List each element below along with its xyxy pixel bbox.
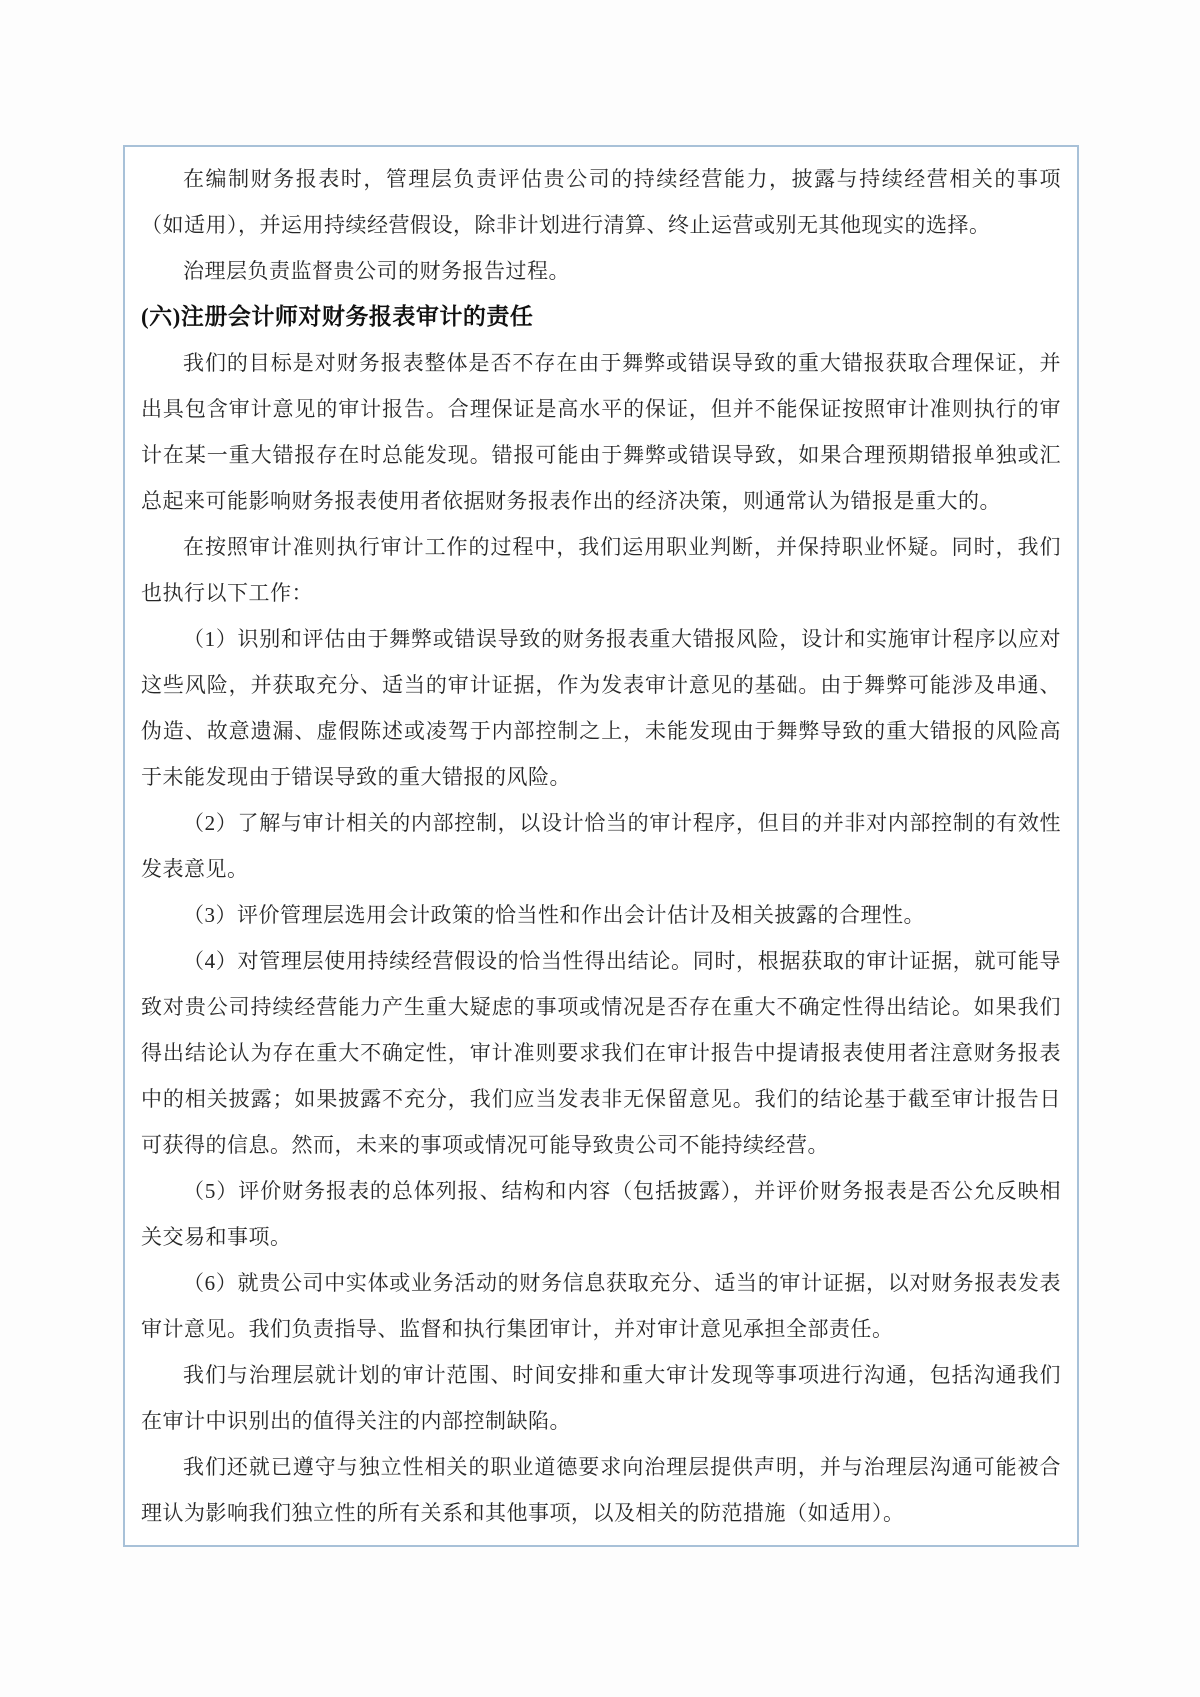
section-heading-auditor-responsibility: (六)注册会计师对财务报表审计的责任 xyxy=(141,304,534,329)
paragraph-communication-scope: 我们与治理层就计划的审计范围、时间安排和重大审计发现等事项进行沟通，包括沟通我们在审计中识别出的值得关注的内部控制缺陷。 xyxy=(141,1363,1061,1433)
paragraph-independence-statement: 我们还就已遵守与独立性相关的职业道德要求向治理层提供声明，并与治理层沟通可能被合理认为影响我们独立性的所有关系和其他事项，以及相关的防范措施（如适用）。 xyxy=(141,1455,1061,1525)
paragraph-item-1-risk-assessment: （1）识别和评估由于舞弊或错误导致的财务报表重大错报风险，设计和实施审计程序以应对这些风险，并获取充分、适当的审计证据，作为发表审计意见的基础。由于舞弊可能涉及串通、伪造、故意遗漏、虚假陈述或凌驾于内部控制之上，未能发现由于舞弊导致的重大错报的风险高于未能发现由于错误导致的重大错报的风险。 xyxy=(141,627,1061,789)
paragraph-governance-oversight: 治理层负责监督贵公司的财务报告过程。 xyxy=(183,259,570,283)
paragraph-item-3-accounting-policy: （3）评价管理层选用会计政策的恰当性和作出会计估计及相关披露的合理性。 xyxy=(183,903,925,927)
paragraph-item-2-internal-control: （2）了解与审计相关的内部控制，以设计恰当的审计程序，但目的并非对内部控制的有效性发表意见。 xyxy=(141,811,1061,881)
audit-report-text-box xyxy=(123,145,1079,1547)
paragraph-audit-objective: 我们的目标是对财务报表整体是否不存在由于舞弊或错误导致的重大错报获取合理保证，并出具包含审计意见的审计报告。合理保证是高水平的保证，但并不能保证按照审计准则执行的审计在某一重大错报存在时总能发现。错报可能由于舞弊或错误导致，如果合理预期错报单独或汇总起来可能影响财务报表使用者依据财务报表作出的经济决策，则通常认为错报是重大的。 xyxy=(141,351,1061,513)
paragraph-professional-judgment: 在按照审计准则执行审计工作的过程中，我们运用职业判断，并保持职业怀疑。同时，我们也执行以下工作： xyxy=(141,535,1061,605)
paragraph-item-4-going-concern: （4）对管理层使用持续经营假设的恰当性得出结论。同时，根据获取的审计证据，就可能导致对贵公司持续经营能力产生重大疑虑的事项或情况是否存在重大不确定性得出结论。如果我们得出结论认为存在重大不确定性，审计准则要求我们在审计报告中提请报表使用者注意财务报表中的相关披露；如果披露不充分，我们应当发表非无保留意见。我们的结论基于截至审计报告日可获得的信息。然而，未来的事项或情况可能导致贵公司不能持续经营。 xyxy=(141,949,1061,1157)
paragraph-item-5-presentation: （5）评价财务报表的总体列报、结构和内容（包括披露），并评价财务报表是否公允反映相关交易和事项。 xyxy=(141,1179,1061,1249)
paragraph-item-6-group-audit: （6）就贵公司中实体或业务活动的财务信息获取充分、适当的审计证据，以对财务报表发表审计意见。我们负责指导、监督和执行集团审计，并对审计意见承担全部责任。 xyxy=(141,1271,1061,1341)
paragraph-management-going-concern: 在编制财务报表时，管理层负责评估贵公司的持续经营能力，披露与持续经营相关的事项（如适用），并运用持续经营假设，除非计划进行清算、终止运营或别无其他现实的选择。 xyxy=(141,167,1061,237)
